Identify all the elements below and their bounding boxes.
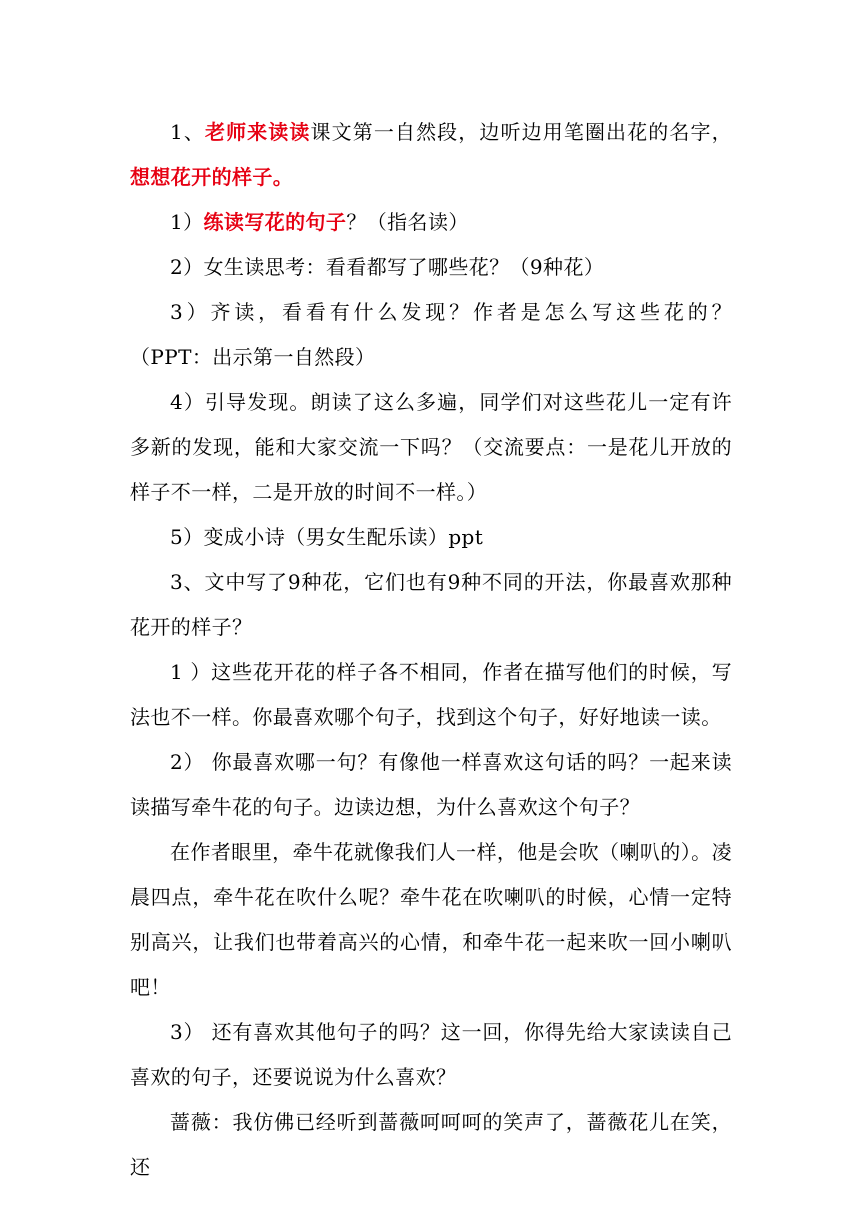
paragraph-12: 蔷薇：我仿佛已经听到蔷薇呵呵呵的笑声了，蔷薇花儿在笑，还	[130, 1110, 732, 1179]
paragraph-3: 2）女生读思考：看看都写了哪些花？（9种花）	[170, 255, 605, 279]
paragraph-9: 2） 你最喜欢哪一句？有像他一样喜欢这句话的吗？一起来读读描写牵牛花的句子。边读边想，为什么喜欢这个句子？	[130, 750, 732, 819]
highlight-text: 老师来读读	[204, 120, 311, 144]
paragraph-4: 3）齐读，看看有什么发现？作者是怎么写这些花的？（PPT：出示第一自然段）	[130, 300, 732, 369]
paragraph-1	[130, 110, 732, 200]
paragraph-text: 课文第一自然段，边听边用笔圈出花的名字，	[310, 120, 733, 144]
highlight-text: 想想花开的样子。	[130, 165, 294, 189]
document-body	[130, 110, 732, 1190]
paragraph-11: 3） 还有喜欢其他句子的吗？这一回，你得先给大家读读自己喜欢的句子，还要说说为什么喜欢？	[130, 1020, 732, 1089]
highlight-text: 练读写花的句子	[203, 210, 347, 234]
item-number: 1）	[170, 210, 204, 234]
paragraph-7: 3、文中写了9种花，它们也有9种不同的开法，你最喜欢那种花开的样子？	[130, 570, 732, 639]
paragraph-5: 4）引导发现。朗读了这么多遍，同学们对这些花儿一定有许多新的发现，能和大家交流一下吗？（交流要点：一是花儿开放的样子不一样，二是开放的时间不一样。）	[130, 390, 732, 504]
paragraph-text: ？（指名读）	[346, 210, 469, 234]
paragraph-10: 在作者眼里，牵牛花就像我们人一样，他是会吹（喇叭的）。凌晨四点，牵牛花在吹什么呢？牵牛花在吹喇叭的时候，心情一定特别高兴，让我们也带着高兴的心情，和牵牛花一起来吹一回小喇叭吧！	[130, 840, 732, 999]
paragraph-6: 5）变成小诗（男女生配乐读）ppt	[170, 525, 484, 549]
item-number: 1、	[170, 120, 205, 144]
paragraph-8: 1 ）这些花开花的样子各不相同，作者在描写他们的时候，写法也不一样。你最喜欢哪个句子，找到这个句子，好好地读一读。	[130, 660, 732, 729]
paragraph-2	[130, 200, 732, 245]
